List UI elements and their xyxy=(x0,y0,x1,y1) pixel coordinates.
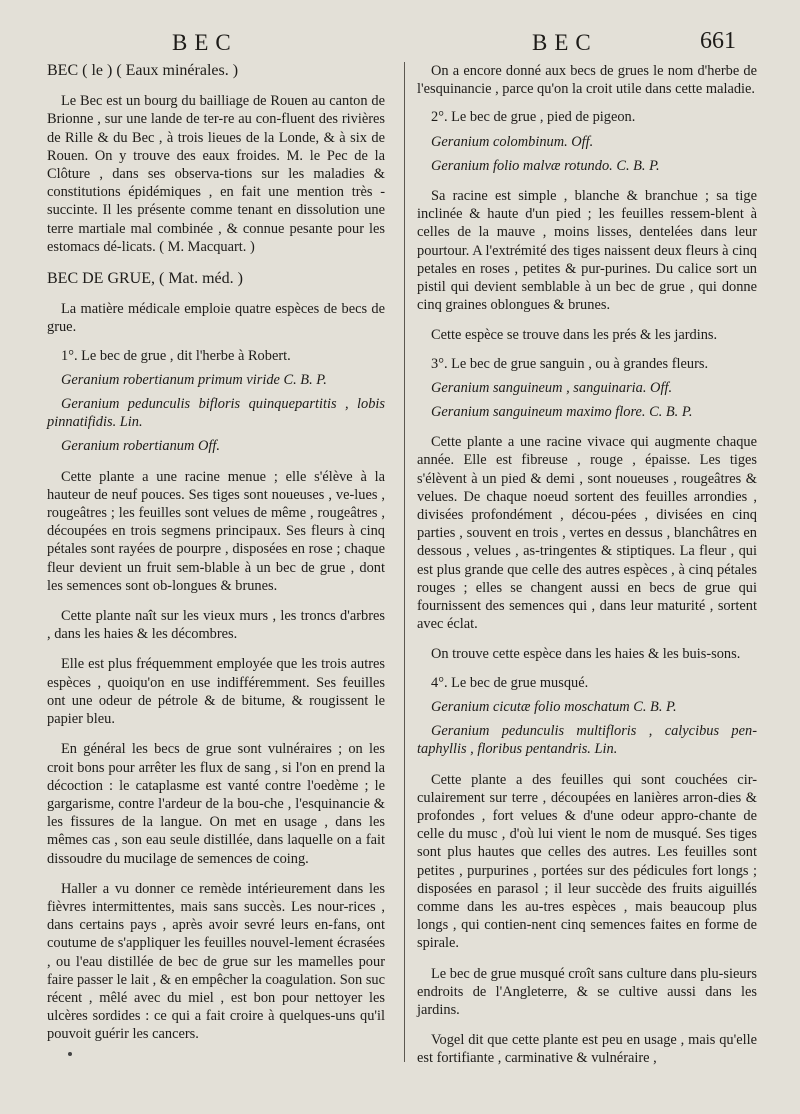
paragraph: On a encore donné aux becs de grues le nom d'herbe de l'esquinancie , parce qu'on la croit utile dans cette maladie. xyxy=(417,63,757,98)
paragraph: Le Bec est un bourg du bailliage de Rouen au canton de Brionne , sur une lande de ter-re au con-fluent des rivières de Rille & du Bec , à trois lieues de la Londe, & à six de Rouen. On y trouve des eaux froides. M. le Pec de la Clôture , dans ses observa-tions sur les maladies & constitutions épidémiques , en fait une mention très - succinte. Il les présente comme tenant en dissolution une terre martiale mal combinée , & connue pesante pour les estomacs dé-licats. ( M. Macquart. ) xyxy=(47,93,385,255)
species-heading: 1°. Le bec de grue , dit l'herbe à Robert. xyxy=(61,347,291,364)
left-column xyxy=(47,62,385,1044)
synonym: Geranium cicutæ folio moschatum C. B. P. xyxy=(431,698,677,715)
paragraph: Cette espèce se trouve dans les prés & les jardins. xyxy=(431,327,718,344)
paragraph: Cette plante naît sur les vieux murs , les troncs d'arbres , dans les haies & les décombres. xyxy=(47,608,385,643)
synonym: Geranium robertianum Off. xyxy=(61,438,220,455)
species-heading: 2°. Le bec de grue , pied de pigeon. xyxy=(431,109,636,126)
synonym: Geranium sanguineum , sanguinaria. Off. xyxy=(431,379,673,396)
running-head-right: BEC xyxy=(532,30,598,55)
synonym: Geranium colombinum. Off. xyxy=(431,133,594,150)
paragraph: Cette plante a une racine menue ; elle s'élève à la hauteur de neuf pouces. Ses tiges sont noueuses , ve-lues , rougeâtres ; les feuilles sont velues de même , rougeâtres , découpées en trois segmens principaux. Ses fleurs à cinq pétales sont rayées de pourpre , disposées en rose ; chaque fleur devient un fruit sem-blable à un bec de grue , dont les semences sont ob-longues & brunes. xyxy=(47,468,385,594)
ink-speck xyxy=(68,1052,72,1056)
synonym: Geranium pedunculis multifloris , calycibus pen-taphyllis , floribus pentandris. Lin. xyxy=(417,723,757,758)
paragraph: En général les becs de grue sont vulnéraires ; on les croit bons pour arrêter les flux de sang , si l'on en prend la décoction : le cataplasme est vanté contre l'oedème ; le gargarisme, contre l'ardeur de la bou-che , l'esquinancie & les fissures de la langue. On met en usage , dans les mêmes cas , son eau seule distillée, dans laquelle on a fait dissoudre du mucilage de semences de coing. xyxy=(47,741,385,867)
entry-heading-bec-de-grue: BEC DE GRUE, ( Mat. méd. ) xyxy=(47,270,243,288)
synonym: Geranium sanguineum maximo flore. C. B. P. xyxy=(431,404,693,421)
entry-heading-bec-eaux: BEC ( le ) ( Eaux minérales. ) xyxy=(47,62,239,79)
synonym: Geranium pedunculis bifloris quinquepartitis , lobis pinnatifidis. Lin. xyxy=(47,396,385,431)
paragraph: Vogel dit que cette plante est peu en usage , mais qu'elle est fortifiante , carminative & vulnéraire , xyxy=(417,1032,757,1067)
paragraph: Sa racine est simple , blanche & branchue ; sa tige inclinée & haute d'un pied ; les feuilles ressem-blent à celles de la mauve , moins lisses, dentelées dans leur pourtour. A l'extrémité des tiges naissent deux fleurs à cinq petales en roses , petites & pur-purines. Du calice sort un pistil qui devient semblable à un bec de grue , qui donne cinq graines oblongues & brunes. xyxy=(417,188,757,314)
species-heading: 3°. Le bec de grue sanguin , ou à grandes fleurs. xyxy=(431,355,709,372)
species-heading: 4°. Le bec de grue musqué. xyxy=(431,674,589,691)
paragraph: Haller a vu donner ce remède intérieurement dans les fièvres intermittentes, mais sans succès. Les nour-rices , dans certains pays , après avoir sevré leurs en-fans, ont coutume de s'appliquer les feuilles nouvel-lement écrasées , ou l'eau distillée de bec de grue sur les mamelles pour faire passer le lait , & en empêcher la coagulation. Son suc récent , mêlé avec du miel , est bon pour nettoyer les ulcères sordides : ce qui a fait croire à quelques-uns qu'il pouvoit guérir les cancers. xyxy=(47,880,385,1043)
page-number: 661 xyxy=(700,28,736,54)
synonym: Geranium folio malvæ rotundo. C. B. P. xyxy=(431,157,660,174)
paragraph: Elle est plus fréquemment employée que les trois autres espèces , quoiqu'on en use indifféremment. Ses feuilles ont une odeur de pétrole & de bitume, & rougissent le papier bleu. xyxy=(47,656,385,728)
paragraph: On trouve cette espèce dans les haies & les buis-sons. xyxy=(431,646,741,663)
paragraph: Cette plante a des feuilles qui sont couchées cir-culairement sur terre , découpées en lanières arron-dies & profondes , fort velues & d'une odeur appro-chante de celle du musc , d'où lui vient le nom de musqué. Ses tiges sont plus hautes que celles des autres. Les feuilles sont petites , purpurines , portées sur des pédicules fort longs ; disposées en parasol ; il leur succède des fruits aiguillés comme dans les au-tres espèces , mais beaucoup plus longs , qui contien-nent cinq semences faites en forme de spirale. xyxy=(417,771,757,952)
paragraph: Cette plante a une racine vivace qui augmente chaque année. Elle est fibreuse , rouge , épaisse. Les tiges s'élèvent à un pied & demi , sont noueuses , rougeâtres & velues. De chaque noeud sortent des feuilles arrondies , divisées profondément , décou-pées , divisées en cinq parties , souvent en trois , vertes en dessus , blanchâtres en dessous , velues , as-tringentes & stiptiques. La fleur , qui est plus grande que celle des autres espèces , à cinq pétales rouges ; elles se changent aussi en becs de grue qui fournissent des semences qui , dans leur maturité , sortent avec éclat. xyxy=(417,434,757,633)
paragraph: La matière médicale emploie quatre espèces de becs de grue. xyxy=(47,301,385,336)
column-divider xyxy=(404,62,405,1062)
paragraph: Le bec de grue musqué croît sans culture dans plu-sieurs endroits de l'Angleterre, & se cultive aussi dans les jardins. xyxy=(417,965,757,1018)
running-head-left: BEC xyxy=(172,30,238,55)
right-column xyxy=(417,62,757,1068)
synonym: Geranium robertianum primum viride C. B. P. xyxy=(61,371,327,388)
